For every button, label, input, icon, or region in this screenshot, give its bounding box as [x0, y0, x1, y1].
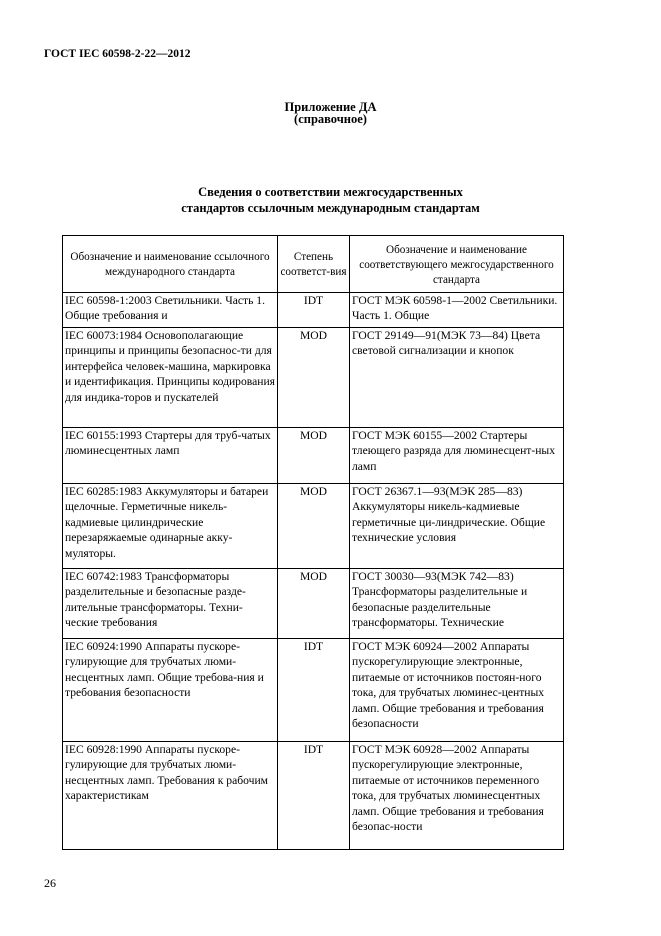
- table-row: [63, 569, 564, 639]
- national-standard-cell: ГОСТ МЭК 60928—2002 Аппараты пускорегулирующие электронные, питаемые от источников переменного тока, для трубчатых люминесцентных ламп. Общие требования и требования безопас-ности: [350, 742, 564, 850]
- degree-cell: MOD: [278, 484, 350, 569]
- page-number: 26: [44, 876, 56, 890]
- degree-cell: MOD: [278, 328, 350, 428]
- appendix-title-text: Приложение ДА: [284, 100, 377, 114]
- international-standard-cell: IEC 60285:1983 Аккумуляторы и батареи щелочные. Герметичные никель-кадмиевые цилиндрические перезаряжаемые одинарные акку-муляторы.: [63, 484, 278, 569]
- international-standard-cell: IEC 60924:1990 Аппараты пускоре-гулирующие для трубчатых люми-несцентных ламп. Общие требова-ния и требования безопасности: [63, 639, 278, 742]
- appendix-subtitle: (справочное): [294, 112, 367, 126]
- appendix-title: [0, 101, 661, 125]
- international-standard-cell: IEC 60073:1984 Основополагающие принципы и принципы безопаснос-ти для интерфейса человек-машина, маркировка и идентификация. Принципы кодирования для индика-торов и пускателей: [63, 328, 278, 428]
- header-international-standard: Обозначение и наименование ссылочного международного стандарта: [63, 236, 278, 293]
- standards-correspondence-table: [62, 235, 564, 850]
- degree-cell: IDT: [278, 293, 350, 328]
- international-standard-cell: IEC 60155:1993 Стартеры для труб-чатых люминесцентных ламп: [63, 428, 278, 484]
- table-row: [63, 293, 564, 328]
- national-standard-cell: ГОСТ 30030—93(МЭК 742—83) Трансформаторы разделительные и безопасные разделительные трансформаторы. Технические: [350, 569, 564, 639]
- national-standard-cell: ГОСТ 29149—91(МЭК 73—84) Цвета световой сигнализации и кнопок: [350, 328, 564, 428]
- table-row: [63, 742, 564, 850]
- degree-cell: MOD: [278, 569, 350, 639]
- international-standard-cell: IEC 60598-1:2003 Светильники. Часть 1. Общие требования и: [63, 293, 278, 328]
- table-header-row: [63, 236, 564, 293]
- table-row: [63, 484, 564, 569]
- national-standard-cell: ГОСТ МЭК 60155—2002 Стартеры тлеющего разряда для люминесцент-ных ламп: [350, 428, 564, 484]
- header-degree: Степень соответст-вия: [278, 236, 350, 293]
- document-header: ГОСТ IEC 60598-2-22—2012: [44, 48, 191, 60]
- table-row: [63, 428, 564, 484]
- degree-cell: IDT: [278, 639, 350, 742]
- header-national-standard: Обозначение и наименование соответствующего межгосударственного стандарта: [350, 236, 564, 293]
- table-row: [63, 639, 564, 742]
- section-title: [0, 184, 661, 216]
- section-title-line-2: стандартов ссылочным международным стандартам: [181, 201, 480, 215]
- national-standard-cell: ГОСТ 26367.1—93(МЭК 285—83) Аккумуляторы никель-кадмиевые герметичные ци-линдрические. Общие технические условия: [350, 484, 564, 569]
- international-standard-cell: IEC 60742:1983 Трансформаторы разделительные и безопасные разде-лительные трансформаторы. Техни-ческие требования: [63, 569, 278, 639]
- degree-cell: IDT: [278, 742, 350, 850]
- section-title-line-1: Сведения о соответствии межгосударственных: [198, 185, 463, 199]
- table-row: [63, 328, 564, 428]
- international-standard-cell: IEC 60928:1990 Аппараты пускоре-гулирующие для трубчатых люми-несцентных ламп. Требования к рабочим характеристикам: [63, 742, 278, 850]
- national-standard-cell: ГОСТ МЭК 60598-1—2002 Светильники. Часть 1. Общие: [350, 293, 564, 328]
- national-standard-cell: ГОСТ МЭК 60924—2002 Аппараты пускорегулирующие электронные, питаемые от источников постоян-ного тока, для трубчатых люминес-центных ламп. Общие требования и требования безопасности: [350, 639, 564, 742]
- degree-cell: MOD: [278, 428, 350, 484]
